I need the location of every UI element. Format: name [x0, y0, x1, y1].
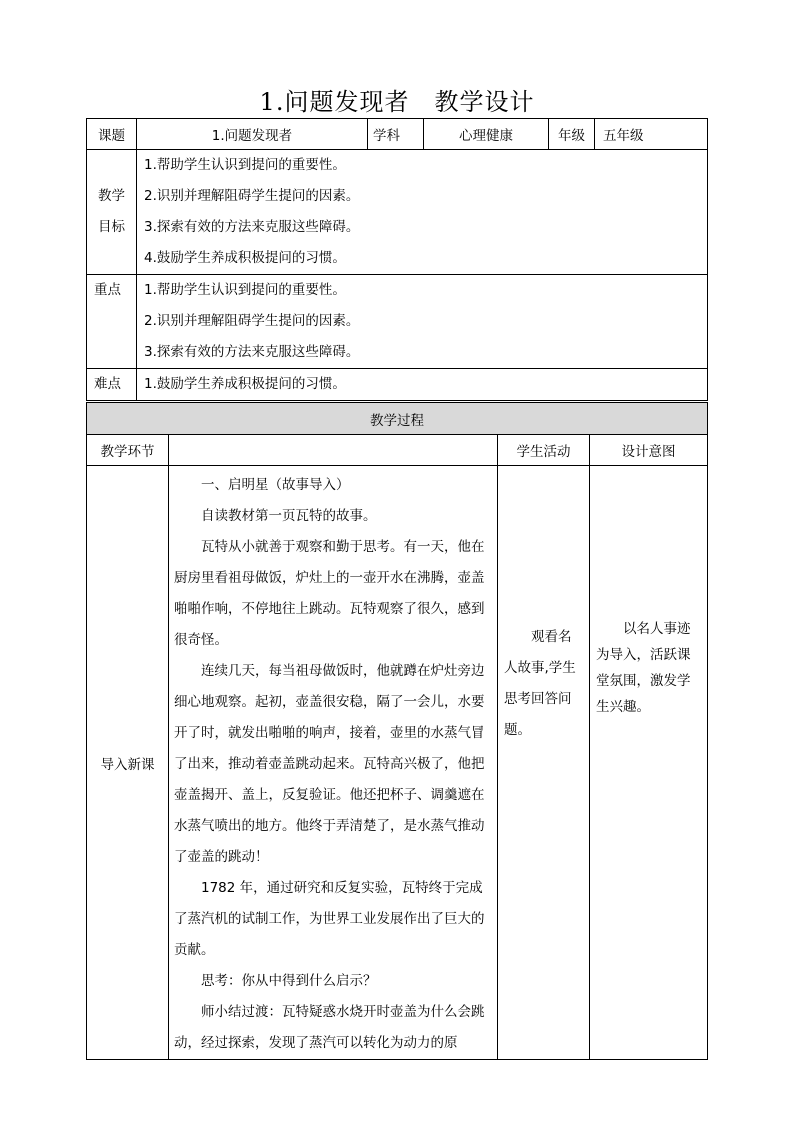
topic-value: 1.问题发现者 — [137, 119, 368, 150]
process-paragraph: 自读教材第一页瓦特的故事。 — [201, 508, 377, 524]
process-header-row — [87, 403, 708, 435]
student-activity-cell — [498, 466, 590, 1060]
key-points-list — [137, 275, 708, 369]
key-points-label: 重点 — [87, 275, 137, 369]
info-table — [86, 118, 708, 401]
objectives-label — [87, 150, 137, 275]
grade-value: 五年级 — [595, 119, 708, 150]
design-intent: 以名人事迹为导入，活跃课堂氛围，激发学生兴趣。 — [596, 621, 691, 715]
process-table — [86, 402, 708, 1060]
process-paragraph: 一、启明星（故事导入） — [201, 477, 350, 493]
process-paragraph: 1782 年，通过研究和反复实验，瓦特终于完成了蒸汽机的试制工作，为世界工业发展作出了巨大的贡献。 — [174, 880, 485, 958]
process-header: 教学过程 — [87, 403, 708, 435]
list-item: 2.识别并理解阻碍学生提问的因素。 — [144, 313, 360, 329]
list-item: 3.探索有效的方法来克服这些障碍。 — [144, 344, 360, 360]
objectives-list — [137, 150, 708, 275]
list-item: 1.帮助学生认识到提问的重要性。 — [144, 282, 346, 298]
objectives-row — [87, 150, 708, 275]
list-item: 1.鼓励学生养成积极提问的习惯。 — [144, 376, 346, 392]
process-paragraph: 师小结过渡：瓦特疑惑水烧开时壶盖为什么会跳动，经过探索，发现了蒸汽可以转化为动力的原 — [174, 1004, 485, 1051]
stage-label: 导入新课 — [87, 466, 169, 1060]
subject-label: 学科 — [368, 119, 424, 150]
list-item: 2.识别并理解阻碍学生提问的因素。 — [144, 188, 360, 204]
grade-label: 年级 — [549, 119, 595, 150]
student-activity: 观看名人故事,学生思考回答问题。 — [504, 629, 576, 738]
process-content — [169, 466, 498, 1060]
objectives-label-line2: 目标 — [98, 219, 125, 235]
topic-label: 课题 — [87, 119, 137, 150]
process-content-row — [87, 466, 708, 1060]
process-paragraph: 连续几天，每当祖母做饭时，他就蹲在炉灶旁边细心地观察。起初，壶盖很安稳，隔了一会儿，水要开了时，就发出啪啪的响声，接着，壶里的水蒸气冒了出来，推动着壶盖跳动起来。瓦特高兴极了，他把壶盖揭开、盖上，反复验证。他还把杯子、调羹遮在水蒸气喷出的地方。他终于弄清楚了，是水蒸气推动了壶盖的跳动！ — [174, 663, 485, 865]
col-content-header — [169, 435, 498, 466]
process-paragraph: 思考：你从中得到什么启示？ — [201, 973, 377, 989]
process-paragraph: 瓦特从小就善于观察和勤于思考。有一天，他在厨房里看祖母做饭，炉灶上的一壶开水在沸腾，壶盖啪啪作响，不停地往上跳动。瓦特观察了很久，感到很奇怪。 — [174, 539, 485, 648]
list-item: 4.鼓励学生养成积极提问的习惯。 — [144, 250, 346, 266]
page-title: 1.问题发现者 教学设计 — [259, 88, 535, 116]
key-points-row — [87, 275, 708, 369]
subject-value: 心理健康 — [424, 119, 549, 150]
difficulty-list — [137, 369, 708, 401]
list-item: 1.帮助学生认识到提问的重要性。 — [144, 157, 346, 173]
difficulty-label: 难点 — [87, 369, 137, 401]
info-row — [87, 119, 708, 150]
col-student-header: 学生活动 — [498, 435, 590, 466]
col-stage-header: 教学环节 — [87, 435, 169, 466]
design-intent-cell — [590, 466, 708, 1060]
list-item: 3.探索有效的方法来克服这些障碍。 — [144, 219, 360, 235]
objectives-label-line1: 教学 — [98, 188, 125, 204]
process-columns-row — [87, 435, 708, 466]
difficulty-row — [87, 369, 708, 401]
col-intent-header: 设计意图 — [590, 435, 708, 466]
